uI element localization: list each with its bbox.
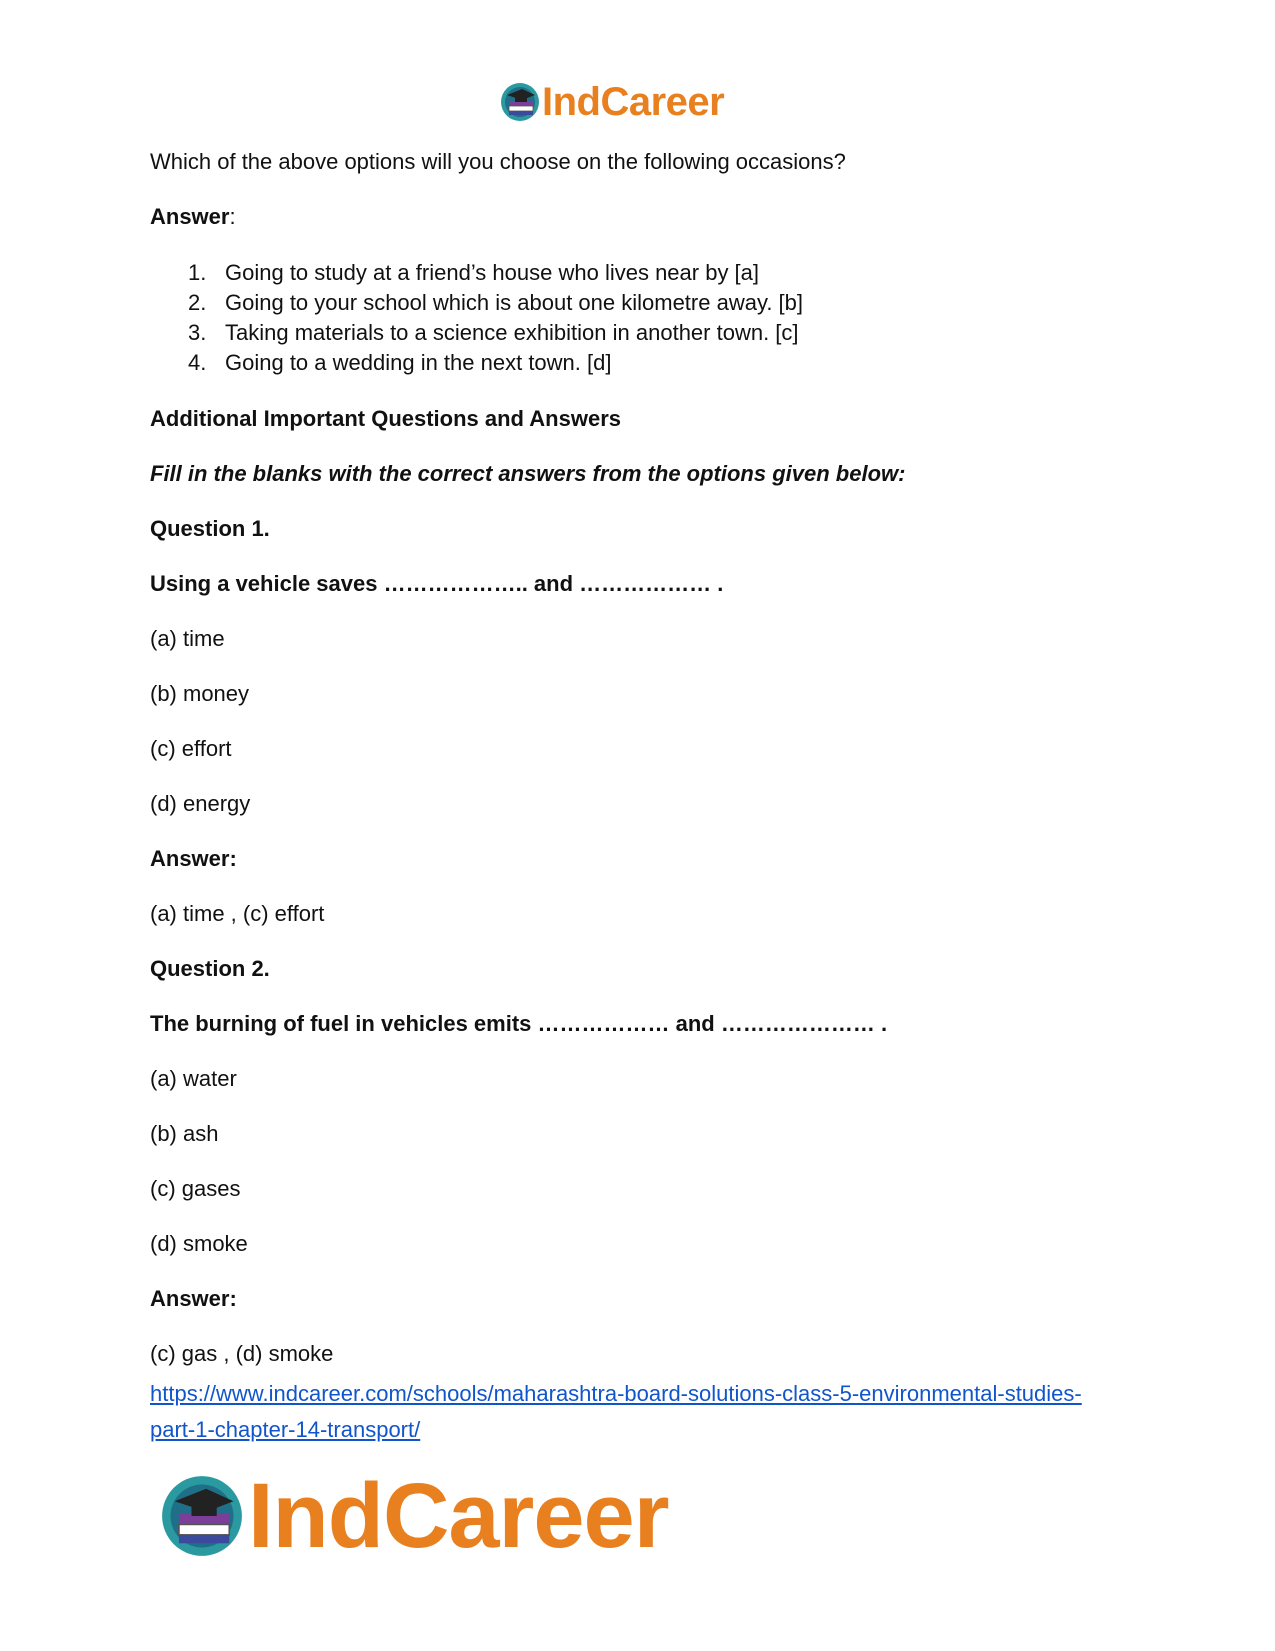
answer-heading-label: Answer [150, 204, 230, 229]
list-item-text: Going to your school which is about one kilometre away. [b] [225, 290, 804, 315]
source-link-line-1: https://www.indcareer.com/schools/maharashtra-board-solutions-class-5-environmental-studies- [150, 1381, 1082, 1406]
list-item [150, 318, 1150, 348]
option: (b) ash [150, 1121, 219, 1146]
document-body [150, 148, 1150, 1448]
list-item-number: 4. [188, 350, 207, 375]
logo-wordmark: IndCareer [542, 80, 725, 124]
answer-text: (c) gas , (d) smoke [150, 1341, 334, 1366]
question-prompt: Using a vehicle saves ……………….. and ……………… . [150, 571, 724, 596]
list-item-number: 1. [188, 260, 207, 285]
answer-list [150, 258, 1150, 378]
section-title: Additional Important Questions and Answers [150, 406, 622, 431]
question-title: Question 2. [150, 956, 270, 981]
source-link[interactable] [150, 1376, 1140, 1448]
graduation-cap-books-icon [500, 82, 540, 122]
footer-logo-wordmark: IndCareer [248, 1465, 669, 1567]
list-item [150, 288, 1150, 318]
instruction: Fill in the blanks with the correct answers from the options given below: [150, 461, 906, 486]
intro-question: Which of the above options will you choose on the following occasions? [150, 149, 846, 174]
option: (a) time [150, 626, 225, 651]
list-item-text: Going to a wedding in the next town. [d] [225, 350, 612, 375]
answer-heading [150, 203, 1150, 231]
question-title: Question 1. [150, 516, 270, 541]
option: (a) water [150, 1066, 237, 1091]
graduation-cap-books-icon [160, 1474, 244, 1558]
footer-logo [160, 1465, 669, 1567]
option: (c) gases [150, 1176, 241, 1201]
option: (b) money [150, 681, 250, 706]
answer-label: Answer: [150, 846, 237, 871]
answer-text: (a) time , (c) effort [150, 901, 325, 926]
option: (d) smoke [150, 1231, 248, 1256]
header-logo [500, 78, 724, 126]
answer-heading-colon: : [229, 204, 236, 229]
list-item-number: 2. [188, 290, 207, 315]
list-item-number: 3. [188, 320, 207, 345]
list-item-text: Going to study at a friend’s house who lives near by [a] [225, 260, 760, 285]
option: (d) energy [150, 791, 251, 816]
list-item [150, 258, 1150, 288]
answer-label: Answer: [150, 1286, 237, 1311]
question-prompt: The burning of fuel in vehicles emits ……………… and ………………… . [150, 1011, 888, 1036]
source-link-line-2: part-1-chapter-14-transport/ [150, 1417, 421, 1442]
list-item-text: Taking materials to a science exhibition in another town. [c] [225, 320, 799, 345]
list-item [150, 348, 1150, 378]
option: (c) effort [150, 736, 232, 761]
